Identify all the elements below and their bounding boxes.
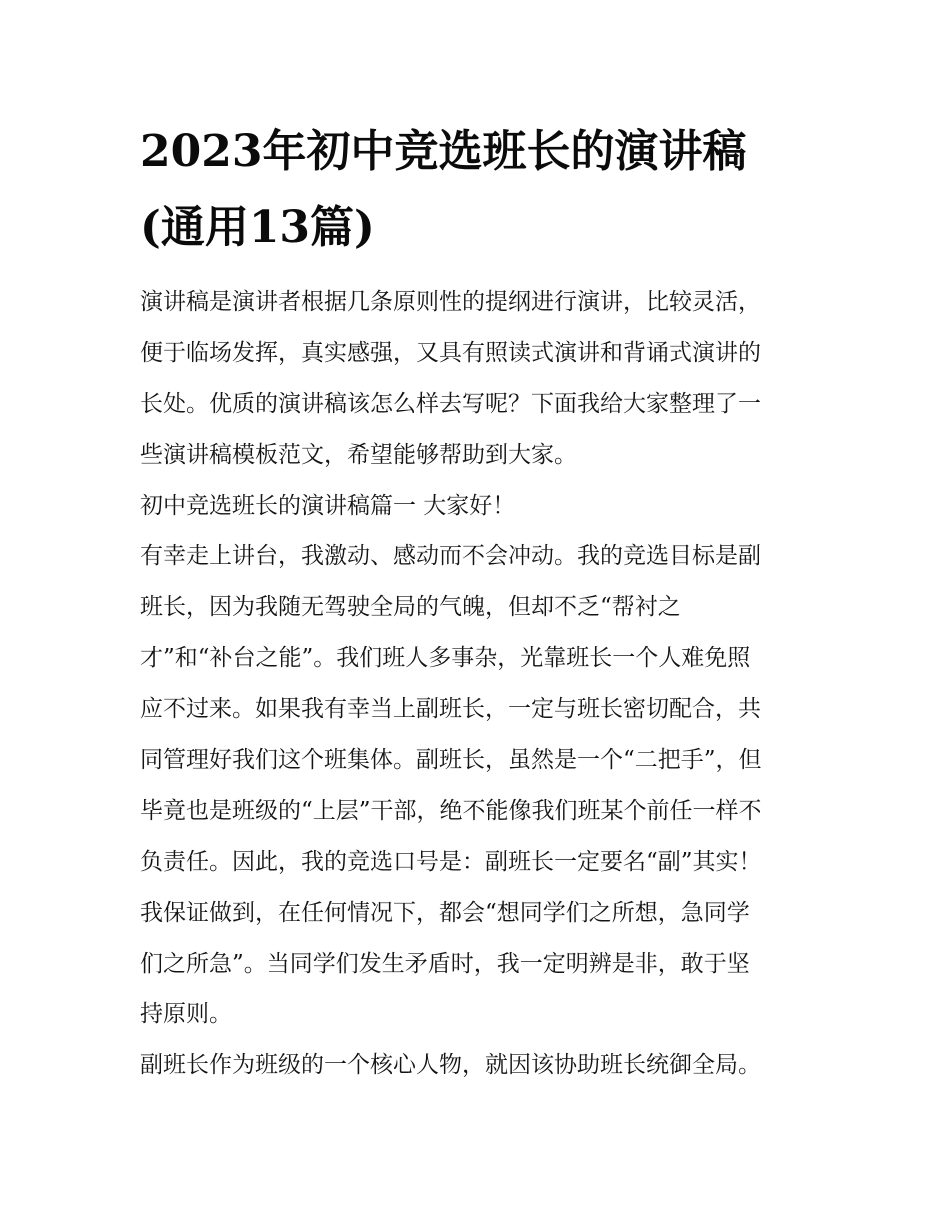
title-line-1: 2023年初中竞选班长的演讲稿 [140,126,747,177]
document-title [140,114,830,266]
body-line: 便于临场发挥，真实感强，又具有照读式演讲和背诵式演讲的 [140,339,761,366]
document-body [140,277,830,1091]
body-line: 应不过来。如果我有幸当上副班长，一定与班长密切配合，共 [140,696,761,723]
body-line: 副班长作为班级的一个核心人物，就因该协助班长统御全局。 [140,1052,761,1079]
body-line: 些演讲稿模板范文，希望能够帮助到大家。 [140,441,577,468]
body-line: 有幸走上讲台，我激动、感动而不会冲动。我的竞选目标是副 [140,543,761,570]
body-line: 负责任。因此，我的竞选口号是：副班长一定要名“副”其实！ [140,848,762,875]
body-line: 才”和“补台之能”。我们班人多事杂，光靠班长一个人难免照 [140,645,751,672]
body-line: 演讲稿是演讲者根据几条原则性的提纲进行演讲，比较灵活， [140,289,761,315]
title-line-2: (通用13篇) [140,202,375,253]
body-line: 同管理好我们这个班集体。副班长，虽然是一个“二把手”，但 [140,747,762,774]
body-line: 毕竟也是班级的“上层”干部，绝不能像我们班某个前任一样不 [140,797,762,824]
body-line: 持原则。 [140,1001,232,1028]
body-line: 我保证做到，在任何情况下，都会“想同学们之所想，急同学 [140,899,750,926]
section-heading-line: 初中竞选班长的演讲稿篇一 大家好！ [140,492,516,519]
body-line: 长处。优质的演讲稿该怎么样去写呢？下面我给大家整理了一 [140,390,761,417]
body-line: 们之所急”。当同学们发生矛盾时，我一定明辨是非，敢于坚 [140,950,750,977]
body-line: 班长，因为我随无驾驶全局的气魄，但却不乏“帮衬之 [140,594,681,621]
